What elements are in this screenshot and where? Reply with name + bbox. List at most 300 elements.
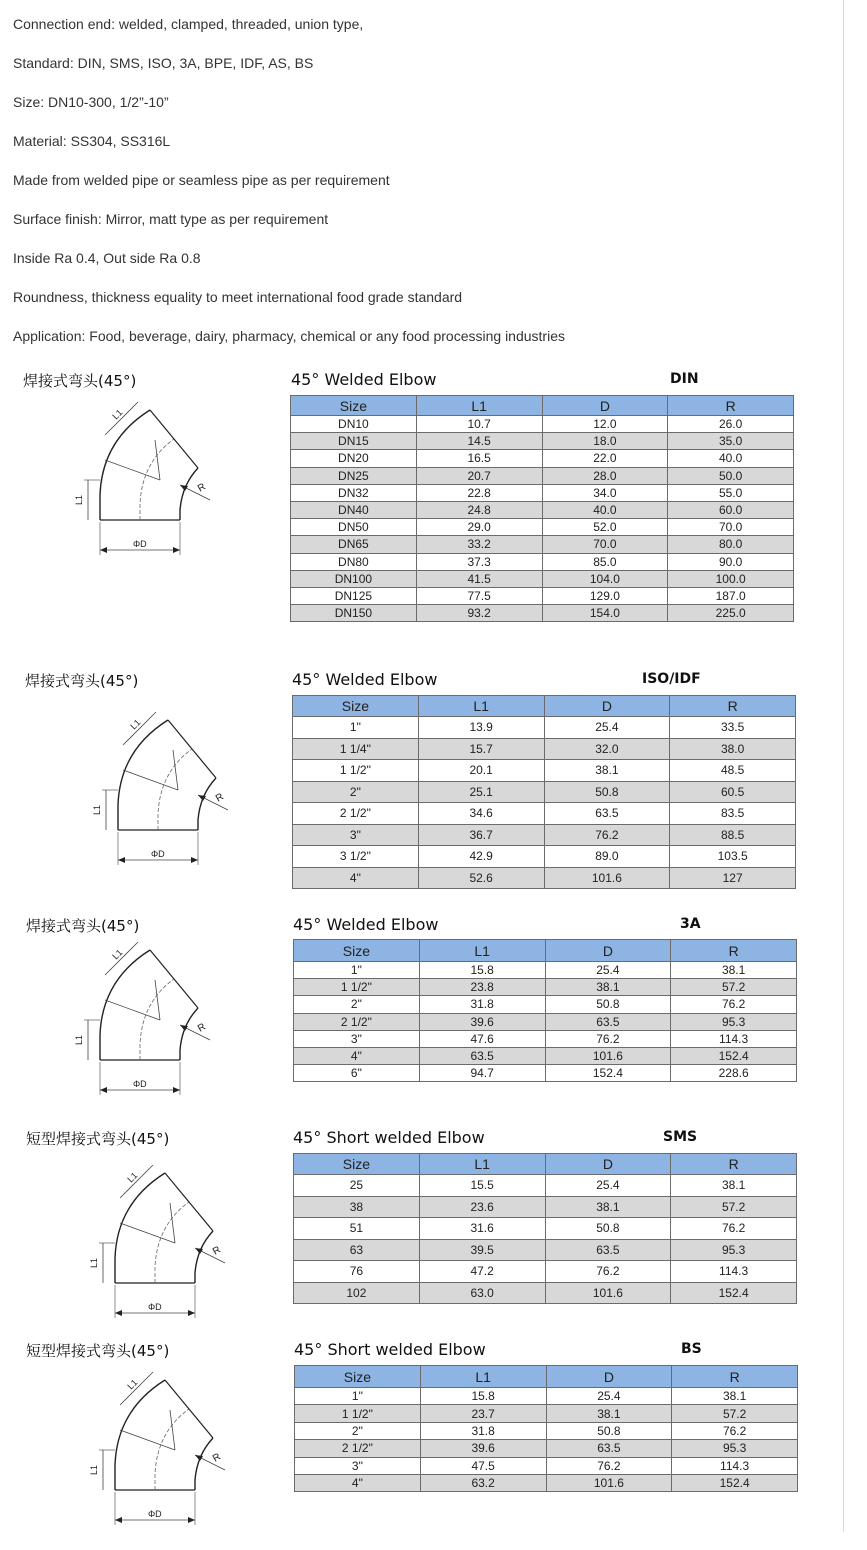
table-row	[291, 467, 794, 484]
section-standard: ISO/IDF	[642, 671, 701, 687]
table-cell: 25.4	[546, 1388, 672, 1405]
table-cell: 51	[294, 1218, 420, 1240]
table-cell: 33.5	[670, 717, 796, 739]
radius-guide	[120, 1430, 175, 1450]
table-cell: 42.9	[418, 846, 544, 868]
elbow-outer-wall	[118, 720, 168, 830]
elbow-centerline	[140, 979, 174, 1060]
table-cell: 101.6	[545, 1047, 671, 1064]
section-cn-title: 焊接式弯头(45°)	[23, 372, 137, 390]
table-row	[291, 553, 794, 570]
table-cell: DN25	[291, 467, 417, 484]
table-cell: 94.7	[419, 1065, 545, 1082]
table-cell: 1"	[294, 962, 420, 979]
table-row	[291, 570, 794, 587]
table-cell: 24.8	[416, 501, 542, 518]
table-cell: 40.0	[668, 450, 794, 467]
elbow-drawing	[60, 400, 230, 580]
table-row	[295, 1388, 798, 1405]
table-cell: 38.1	[545, 1196, 671, 1218]
radius-label: R	[211, 1451, 223, 1465]
table-cell: 25.1	[418, 781, 544, 803]
table-cell: 15.5	[419, 1175, 545, 1197]
table-cell: 31.6	[419, 1218, 545, 1240]
table-cell: 14.5	[416, 433, 542, 450]
elbow-inner-wall	[180, 1008, 198, 1060]
table-cell: 38.1	[546, 1405, 672, 1422]
table-cell: 3 1/2"	[293, 846, 419, 868]
table-cell: DN10	[291, 416, 417, 433]
table-cell: 38.1	[671, 962, 797, 979]
elbow-inner-wall	[180, 468, 198, 520]
elbow-diagram	[75, 1370, 245, 1550]
table-cell: 4"	[295, 1474, 421, 1491]
table-cell: 228.6	[671, 1065, 797, 1082]
table-cell: 88.5	[670, 824, 796, 846]
table-cell: 31.8	[419, 996, 545, 1013]
table-cell: 37.3	[416, 553, 542, 570]
column-header: D	[544, 696, 670, 717]
d-arrowhead	[115, 1310, 122, 1316]
elbow-drawing	[75, 1163, 245, 1343]
table-header-row	[294, 940, 797, 962]
table-cell: 39.6	[419, 1013, 545, 1030]
table-cell: 101.6	[544, 867, 670, 889]
table-cell: 102	[294, 1282, 420, 1304]
elbow-outer-wall	[115, 1380, 165, 1490]
table-row	[294, 1261, 797, 1283]
table-header-row	[294, 1154, 797, 1175]
table-row	[295, 1405, 798, 1422]
l1-top-dimension-line	[120, 1372, 153, 1405]
table-cell: 38.1	[671, 1175, 797, 1197]
table-cell: 38.0	[670, 738, 796, 760]
table-cell: 3"	[295, 1457, 421, 1474]
table-cell: 57.2	[671, 979, 797, 996]
table-cell: 76.2	[546, 1457, 672, 1474]
table-cell: 4"	[293, 867, 419, 889]
table-cell: 63.5	[546, 1440, 672, 1457]
table-cell: 3"	[294, 1030, 420, 1047]
table-cell: 57.2	[671, 1196, 797, 1218]
table-cell: DN15	[291, 433, 417, 450]
table-row	[291, 433, 794, 450]
d-arrowhead	[100, 1087, 107, 1093]
table-cell: 39.6	[420, 1440, 546, 1457]
spec-line-standard: Standard: DIN, SMS, ISO, 3A, BPE, IDF, AS, BS	[13, 55, 314, 71]
table-cell: 6"	[294, 1065, 420, 1082]
table-cell: DN65	[291, 536, 417, 553]
table-cell: 39.5	[419, 1239, 545, 1261]
table-cell: 38.1	[544, 760, 670, 782]
table-header-row	[293, 696, 796, 717]
elbow-inner-wall	[198, 778, 216, 830]
table-cell: 33.2	[416, 536, 542, 553]
table-row	[295, 1422, 798, 1439]
table-cell: 152.4	[545, 1065, 671, 1082]
diameter-label: ΦD	[148, 1302, 162, 1312]
diameter-label: ΦD	[151, 849, 165, 859]
table-cell: 95.3	[671, 1013, 797, 1030]
diameter-label: ΦD	[133, 539, 147, 549]
table-cell: 48.5	[670, 760, 796, 782]
table-row	[295, 1474, 798, 1491]
l1-label: L1	[89, 1257, 99, 1268]
dimension-table	[293, 939, 797, 1082]
table-cell: 63.5	[419, 1047, 545, 1064]
table-cell: 2 1/2"	[295, 1440, 421, 1457]
table-cell: 23.7	[420, 1405, 546, 1422]
table-cell: 1 1/2"	[293, 760, 419, 782]
table-cell: 127	[670, 867, 796, 889]
table-cell: 100.0	[668, 570, 794, 587]
d-arrowhead	[188, 1517, 195, 1523]
section-title: 45° Welded Elbow	[292, 670, 438, 689]
table-cell: 1 1/2"	[295, 1405, 421, 1422]
table-cell: 114.3	[671, 1261, 797, 1283]
table-cell: 40.0	[542, 501, 668, 518]
column-header: Size	[293, 696, 419, 717]
table-row	[291, 450, 794, 467]
table-cell: 47.5	[420, 1457, 546, 1474]
table-cell: 34.0	[542, 484, 668, 501]
table-row	[293, 760, 796, 782]
table-cell: 76.2	[671, 996, 797, 1013]
radius-label: R	[196, 1021, 208, 1035]
table-cell: 63.5	[545, 1239, 671, 1261]
table-cell: 25.4	[545, 1175, 671, 1197]
l1-label: L1	[74, 1034, 84, 1045]
l1-top-dimension-line	[120, 1165, 153, 1198]
spec-line-application: Application: Food, beverage, dairy, pharmacy, chemical or any food processing industries	[13, 328, 565, 344]
elbow-centerline	[140, 439, 174, 520]
column-header: D	[546, 1366, 672, 1388]
l1-top-dimension-line	[105, 942, 138, 975]
table-row	[291, 587, 794, 604]
spec-line-pipe: Made from welded pipe or seamless pipe as per requirement	[13, 172, 390, 188]
table-cell: 50.8	[545, 996, 671, 1013]
diameter-label: ΦD	[133, 1079, 147, 1089]
table-cell: 38.1	[545, 979, 671, 996]
section-standard: DIN	[670, 371, 699, 387]
table-cell: 18.0	[542, 433, 668, 450]
table-cell: 225.0	[668, 605, 794, 622]
elbow-inner-wall	[195, 1231, 213, 1283]
table-cell: 89.0	[544, 846, 670, 868]
section-cn-title: 焊接式弯头(45°)	[26, 917, 140, 935]
spec-line-size: Size: DN10-300, 1/2”-10”	[13, 94, 169, 110]
column-header: Size	[294, 940, 420, 962]
elbow-diagram	[60, 400, 230, 580]
table-cell: 1"	[293, 717, 419, 739]
elbow-diagram	[60, 940, 230, 1120]
table-cell: 114.3	[671, 1030, 797, 1047]
d-arrowhead	[100, 547, 107, 553]
table-cell: 20.7	[416, 467, 542, 484]
table-cell: 76.2	[544, 824, 670, 846]
table-row	[291, 605, 794, 622]
radius-guide	[170, 1203, 175, 1243]
table-row	[291, 536, 794, 553]
table-cell: 38	[294, 1196, 420, 1218]
table-cell: 152.4	[671, 1047, 797, 1064]
radius-guide	[155, 440, 160, 480]
elbow-diagram	[78, 710, 248, 890]
table-cell: 76.2	[671, 1218, 797, 1240]
table-cell: DN100	[291, 570, 417, 587]
radius-guide	[123, 770, 178, 790]
table-cell: 35.0	[668, 433, 794, 450]
table-cell: 36.7	[418, 824, 544, 846]
table-cell: 4"	[294, 1047, 420, 1064]
table-cell: 25.4	[545, 962, 671, 979]
column-header: L1	[420, 1366, 546, 1388]
table-header-row	[295, 1366, 798, 1388]
elbow-outer-wall	[100, 410, 150, 520]
l1-top-label: L1	[125, 1377, 140, 1392]
table-cell: DN150	[291, 605, 417, 622]
table-row	[291, 416, 794, 433]
column-header: R	[670, 696, 796, 717]
radius-guide	[173, 750, 178, 790]
table-cell: 154.0	[542, 605, 668, 622]
column-header: L1	[419, 1154, 545, 1175]
elbow-drawing	[78, 710, 248, 890]
table-cell: 55.0	[668, 484, 794, 501]
table-row	[293, 867, 796, 889]
table-row	[293, 738, 796, 760]
table-cell: 152.4	[672, 1474, 798, 1491]
column-header: D	[545, 1154, 671, 1175]
table-cell: 50.8	[545, 1218, 671, 1240]
table-row	[294, 1282, 797, 1304]
section-standard: BS	[681, 1341, 702, 1357]
spec-line-finish: Surface finish: Mirror, matt type as per requirement	[13, 211, 329, 227]
l1-top-dimension-line	[105, 402, 138, 435]
table-cell: 15.8	[419, 962, 545, 979]
section-cn-title: 焊接式弯头(45°)	[25, 672, 139, 690]
elbow-centerline	[155, 1202, 189, 1283]
dimension-table	[292, 695, 796, 889]
section-standard: 3A	[680, 916, 701, 932]
radius-guide	[105, 1000, 160, 1020]
dimension-table	[293, 1153, 797, 1304]
table-cell: 60.0	[668, 501, 794, 518]
table-row	[294, 1030, 797, 1047]
table-row	[291, 501, 794, 518]
page-edge-line	[843, 0, 844, 1532]
table-row	[293, 846, 796, 868]
table-row	[293, 824, 796, 846]
elbow-drawing	[75, 1370, 245, 1550]
table-cell: 13.9	[418, 717, 544, 739]
table-cell: 25	[294, 1175, 420, 1197]
table-cell: 76.2	[545, 1261, 671, 1283]
table-cell: 101.6	[546, 1474, 672, 1491]
column-header: Size	[291, 396, 417, 416]
table-row	[294, 1013, 797, 1030]
table-cell: 16.5	[416, 450, 542, 467]
table-cell: 60.5	[670, 781, 796, 803]
table-cell: 85.0	[542, 553, 668, 570]
table-row	[291, 519, 794, 536]
table-cell: 28.0	[542, 467, 668, 484]
table-cell: 1 1/4"	[293, 738, 419, 760]
section-title: 45° Short welded Elbow	[294, 1340, 486, 1359]
table-cell: 2"	[294, 996, 420, 1013]
table-cell: DN50	[291, 519, 417, 536]
elbow-diagram	[75, 1163, 245, 1343]
table-row	[294, 1175, 797, 1197]
radius-label: R	[211, 1244, 223, 1258]
table-cell: 104.0	[542, 570, 668, 587]
table-cell: 22.8	[416, 484, 542, 501]
table-cell: 32.0	[544, 738, 670, 760]
table-cell: 15.8	[420, 1388, 546, 1405]
elbow-centerline	[158, 749, 192, 830]
table-cell: 20.1	[418, 760, 544, 782]
table-cell: 57.2	[672, 1405, 798, 1422]
radius-guide	[120, 1223, 175, 1243]
dimension-table	[294, 1365, 798, 1492]
table-cell: 50.0	[668, 467, 794, 484]
table-cell: 152.4	[671, 1282, 797, 1304]
table-cell: 80.0	[668, 536, 794, 553]
table-cell: 2 1/2"	[294, 1013, 420, 1030]
table-row	[294, 996, 797, 1013]
l1-top-label: L1	[125, 1170, 140, 1185]
table-row	[294, 1196, 797, 1218]
table-cell: 114.3	[672, 1457, 798, 1474]
table-cell: 10.7	[416, 416, 542, 433]
table-row	[294, 1218, 797, 1240]
l1-top-label: L1	[128, 717, 143, 732]
table-cell: 52.6	[418, 867, 544, 889]
section-title: 45° Welded Elbow	[291, 370, 437, 389]
table-cell: 3"	[293, 824, 419, 846]
section-cn-title: 短型焊接式弯头(45°)	[26, 1130, 170, 1148]
column-header: L1	[416, 396, 542, 416]
l1-top-label: L1	[110, 407, 125, 422]
radius-guide	[105, 460, 160, 480]
table-cell: 76.2	[545, 1030, 671, 1047]
table-row	[294, 962, 797, 979]
table-row	[294, 979, 797, 996]
column-header: R	[672, 1366, 798, 1388]
l1-label: L1	[89, 1464, 99, 1475]
radius-label: R	[196, 481, 208, 495]
radius-label: R	[214, 791, 226, 805]
table-cell: 187.0	[668, 587, 794, 604]
elbow-inner-wall	[195, 1438, 213, 1490]
elbow-drawing	[60, 940, 230, 1120]
table-cell: DN32	[291, 484, 417, 501]
table-cell: 103.5	[670, 846, 796, 868]
table-cell: 1"	[295, 1388, 421, 1405]
column-header: R	[668, 396, 794, 416]
table-cell: 2"	[293, 781, 419, 803]
elbow-outer-wall	[100, 950, 150, 1060]
table-row	[293, 781, 796, 803]
table-cell: 95.3	[671, 1239, 797, 1261]
table-cell: 29.0	[416, 519, 542, 536]
table-cell: 47.6	[419, 1030, 545, 1047]
table-cell: 50.8	[544, 781, 670, 803]
table-cell: DN125	[291, 587, 417, 604]
table-cell: 63.5	[545, 1013, 671, 1030]
table-cell: 26.0	[668, 416, 794, 433]
elbow-centerline	[155, 1409, 189, 1490]
table-cell: 38.1	[672, 1388, 798, 1405]
radius-guide	[170, 1410, 175, 1450]
table-row	[294, 1047, 797, 1064]
section-standard: SMS	[663, 1129, 698, 1145]
l1-top-dimension-line	[123, 712, 156, 745]
d-arrowhead	[173, 1087, 180, 1093]
table-cell: 70.0	[668, 519, 794, 536]
spec-line-roundness: Roundness, thickness equality to meet international food grade standard	[13, 289, 463, 305]
table-cell: 2"	[295, 1422, 421, 1439]
table-cell: 23.6	[419, 1196, 545, 1218]
spec-line-material: Material: SS304, SS316L	[13, 133, 171, 149]
spec-line-connection: Connection end: welded, clamped, threaded, union type,	[13, 16, 364, 32]
table-cell: 83.5	[670, 803, 796, 825]
column-header: Size	[295, 1366, 421, 1388]
table-cell: 34.6	[418, 803, 544, 825]
table-cell: 47.2	[419, 1261, 545, 1283]
table-cell: 93.2	[416, 605, 542, 622]
d-arrowhead	[115, 1517, 122, 1523]
table-cell: 63	[294, 1239, 420, 1261]
column-header: R	[671, 1154, 797, 1175]
table-row	[293, 803, 796, 825]
table-cell: 76	[294, 1261, 420, 1283]
spec-line-roughness: Inside Ra 0.4, Out side Ra 0.8	[13, 250, 201, 266]
table-cell: 31.8	[420, 1422, 546, 1439]
column-header: L1	[418, 696, 544, 717]
table-cell: DN80	[291, 553, 417, 570]
table-cell: 52.0	[542, 519, 668, 536]
column-header: L1	[419, 940, 545, 962]
table-row	[291, 484, 794, 501]
table-cell: 50.8	[546, 1422, 672, 1439]
d-arrowhead	[173, 547, 180, 553]
table-row	[294, 1065, 797, 1082]
table-cell: 23.8	[419, 979, 545, 996]
column-header: D	[545, 940, 671, 962]
section-cn-title: 短型焊接式弯头(45°)	[26, 1342, 170, 1360]
table-cell: 90.0	[668, 553, 794, 570]
table-row	[294, 1239, 797, 1261]
table-header-row	[291, 396, 794, 416]
table-cell: DN40	[291, 501, 417, 518]
l1-label: L1	[92, 804, 102, 815]
section-title: 45° Short welded Elbow	[293, 1128, 485, 1147]
l1-top-label: L1	[110, 947, 125, 962]
elbow-outer-wall	[115, 1173, 165, 1283]
table-cell: 41.5	[416, 570, 542, 587]
table-cell: 22.0	[542, 450, 668, 467]
table-cell: 129.0	[542, 587, 668, 604]
table-cell: 63.5	[544, 803, 670, 825]
table-cell: 25.4	[544, 717, 670, 739]
d-arrowhead	[188, 1310, 195, 1316]
table-cell: DN20	[291, 450, 417, 467]
table-cell: 101.6	[545, 1282, 671, 1304]
column-header: D	[542, 396, 668, 416]
table-cell: 76.2	[672, 1422, 798, 1439]
table-cell: 63.0	[419, 1282, 545, 1304]
